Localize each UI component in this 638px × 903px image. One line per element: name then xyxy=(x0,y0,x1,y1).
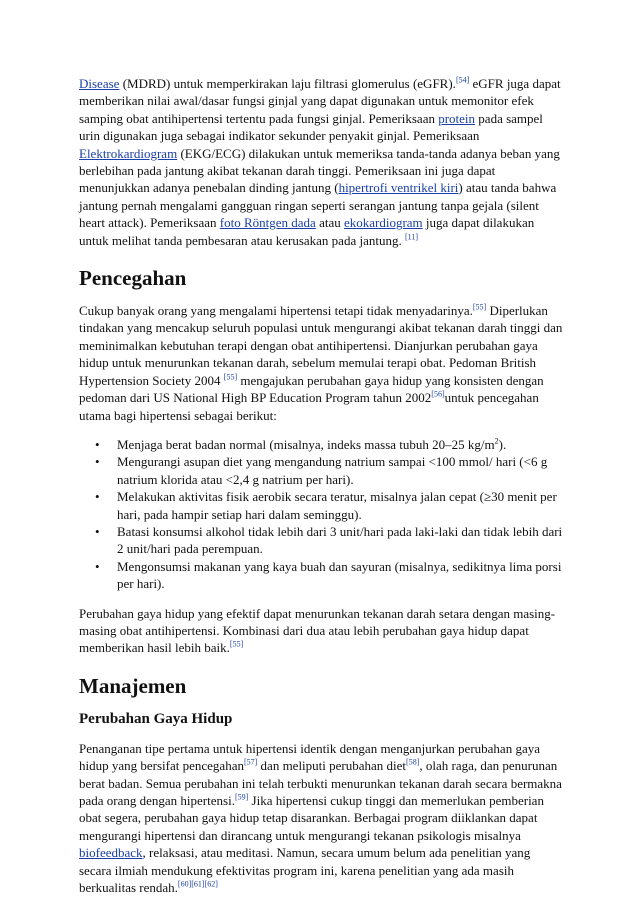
ref-58[interactable]: [58] xyxy=(406,757,420,767)
article-body xyxy=(79,75,564,896)
pencegahan-paragraph-1 xyxy=(79,302,564,424)
list-item xyxy=(95,523,564,558)
link-protein[interactable]: protein xyxy=(438,110,476,126)
pencegahan-text-3: mengajukan perubahan gaya hidup yang konsisten dengan pedoman dari US National High BP Education Program tahun 2002 xyxy=(79,372,544,406)
list-item xyxy=(95,558,564,593)
pencegahan-paragraph-2 xyxy=(79,605,564,657)
link-ekokardiogram[interactable]: ekokardiogram xyxy=(343,215,423,231)
link-disease[interactable]: Disease xyxy=(79,76,120,91)
link-biofeedback[interactable]: biofeedback xyxy=(79,845,143,861)
manajemen-text-4: Jika hipertensi cukup tinggi dan memerlukan pemberian obat segera, perubahan gaya hidup tetap disarankan. Berbagai program diiklankan dapat mengurangi hipertensi dan dirancang untuk mengurangi tekanan psikologis misalnya xyxy=(79,793,544,843)
list-item-text: Melakukan aktivitas fisik aerobik secara teratur, misalnya jalan cepat (≥30 menit per hari, pada hampir setiap hari dalam seminggu). xyxy=(117,489,557,522)
heading-manajemen: Manajemen xyxy=(79,673,187,698)
manajemen-text-1: Penanganan tipe pertama untuk hipertensi identik dengan menganjurkan perubahan gaya hidup yang bersifat pencegahan xyxy=(79,740,540,774)
intro-text-6: atau xyxy=(315,215,344,231)
prevention-list xyxy=(79,436,564,593)
bullet-icon: • xyxy=(95,558,100,574)
ref-54[interactable]: [54] xyxy=(455,75,470,85)
pencegahan-text-1: Cukup banyak orang yang mengalami hipertensi tetapi tidak menyadarinya. xyxy=(79,303,473,319)
intro-text-4: (EKG/ECG) dilakukan untuk memeriksa tanda-tanda adanya beban yang berlebihan pada jantung akibat tekanan darah tinggi. Pemeriksaan ini juga dapat menunjukkan adanya penebalan dinding jantung ( xyxy=(79,145,560,196)
list-item-text: Menjaga berat badan normal (misalnya, indeks massa tubuh 20–25 kg/m xyxy=(117,436,495,452)
list-item xyxy=(95,488,564,523)
intro-text-2: eGFR juga dapat memberikan nilai awal/dasar fungsi ginjal yang dapat digunakan untuk memonitor efek samping obat antihipertensi tertentu pada fungsi ginjal. Pemeriksaan xyxy=(79,76,561,126)
pencegahan-text-4: untuk pencegahan utama bagi hipertensi sebagai berikut: xyxy=(79,390,539,423)
ref-56[interactable]: [56] xyxy=(431,389,445,399)
list-item-text: Mengurangi asupan diet yang mengandung natrium sampai <100 mmol/ hari (<6 g natrium klorida atau <2,4 g natrium per hari). xyxy=(117,454,548,487)
subheading-perubahan-gaya-hidup: Perubahan Gaya Hidup xyxy=(79,710,233,727)
intro-text-3: pada sampel urin digunakan juga sebagai indikator sekunder penyakit ginjal. Pemeriksaan xyxy=(79,110,543,144)
ref-60-61-62[interactable]: [60][61][62] xyxy=(177,879,218,889)
list-item xyxy=(95,436,564,453)
link-rontgen[interactable]: foto Röntgen dada xyxy=(219,215,316,231)
ref-55-a[interactable]: [55] xyxy=(472,302,487,312)
intro-text-1: (MDRD) untuk memperkirakan laju filtrasi glomerulus (eGFR). xyxy=(119,76,456,91)
intro-paragraph xyxy=(79,75,564,249)
ref-57[interactable]: [57] xyxy=(243,757,258,767)
list-item-text-end: ). xyxy=(498,436,507,452)
ref-59[interactable]: [59] xyxy=(234,792,249,802)
bullet-icon: • xyxy=(95,454,100,470)
pencegahan-text-5: Perubahan gaya hidup yang efektif dapat menurunkan tekanan darah setara dengan masing-masing obat antihipertensi. Kombinasi dari dua atau lebih perubahan gaya hidup dapat memberikan hasil lebih baik. xyxy=(79,605,556,656)
bullet-icon: • xyxy=(95,523,100,539)
manajemen-text-2: dan meliputi perubahan diet xyxy=(257,758,407,774)
heading-pencegahan: Pencegahan xyxy=(79,266,187,291)
list-item-text: Batasi konsumsi alkohol tidak lebih dari 3 unit/hari pada laki-laki dan tidak lebih dari 2 unit/hari pada perempuan. xyxy=(117,523,563,557)
manajemen-paragraph xyxy=(79,740,564,897)
intro-text-5: ) atau tanda bahwa jantung pernah mengalami gangguan ringan seperti serangan jantung tanpa gejala (silent heart attack). Pemeriksaan xyxy=(79,180,557,231)
superscript-2: 2 xyxy=(494,436,499,446)
manajemen-text-5: , relaksasi, atau meditasi. Namun, secara umum belum ada penelitian yang secara ilmiah mendukung efektivitas program ini, karena penelitian yang ada masih berkualitas rendah. xyxy=(79,845,531,896)
bullet-icon: • xyxy=(95,436,100,452)
ref-55-c[interactable]: [55] xyxy=(229,640,244,650)
bullet-icon: • xyxy=(95,489,100,505)
intro-text-7: juga dapat dilakukan untuk melihat tanda pembesaran atau kerusakan pada jantung. xyxy=(79,215,535,248)
ref-55-b[interactable]: [55] xyxy=(223,372,238,382)
link-hipertrofi[interactable]: hipertrofi ventrikel kiri xyxy=(338,180,459,196)
ref-11[interactable]: [11] xyxy=(404,232,418,242)
manajemen-text-3: , olah raga, dan penurunan berat badan. Semua perubahan ini telah terbukti menurunkan tekanan darah secara bermakna pada orang dengan hipertensi. xyxy=(79,758,562,808)
list-item-text: Mengonsumsi makanan yang kaya buah dan sayuran (misalnya, sedikitnya lima porsi per hari). xyxy=(117,558,562,592)
link-elektrokardiogram[interactable]: Elektrokardiogram xyxy=(79,145,178,161)
list-item xyxy=(95,453,564,488)
pencegahan-text-2: Diperlukan tindakan yang mencakup seluruh populasi untuk mengurangi akibat tekanan darah tinggi dan meminimalkan kebutuhan terapi dengan obat antihipertensi. Dianjurkan perubahan gaya hidup untuk menurunkan tekanan darah, sebelum memulai terapi obat. Pedoman British Hypertension Society 2004 xyxy=(79,303,563,388)
